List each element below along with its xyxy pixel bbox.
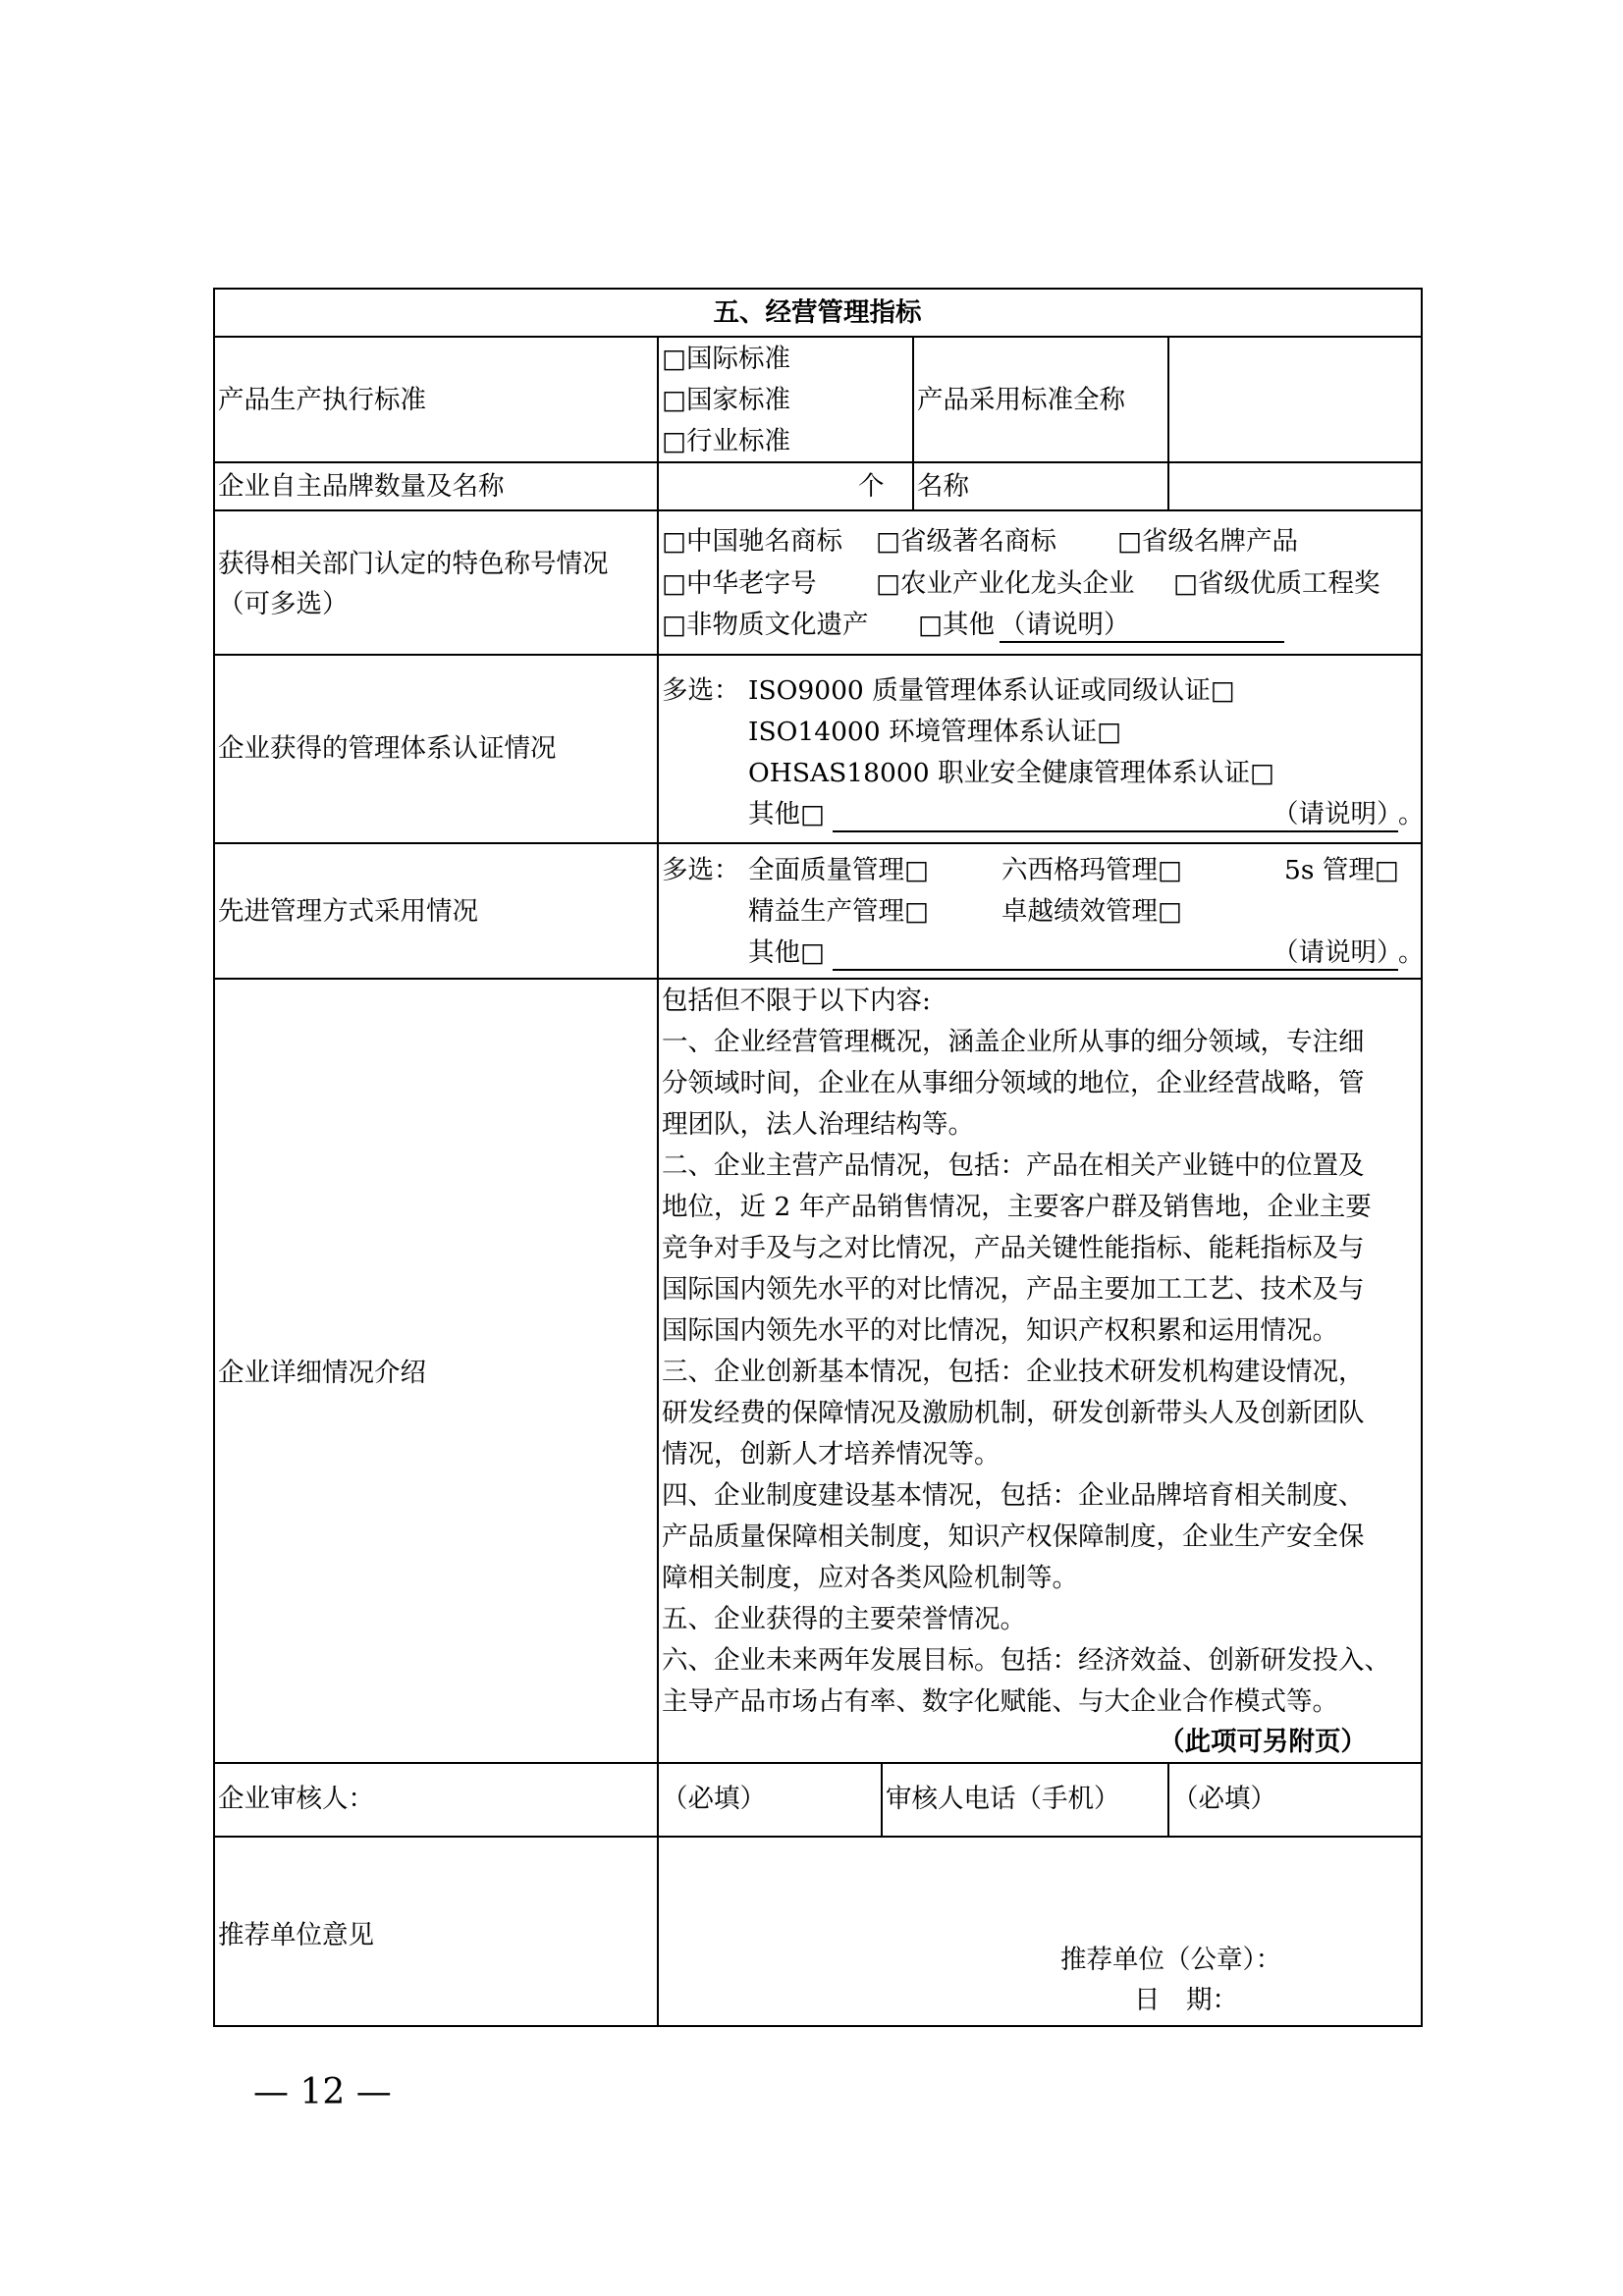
method-option-5s[interactable]: 5s 管理□ [1284, 855, 1399, 885]
standard-name-field[interactable] [1172, 386, 1416, 415]
detail-line: 理团队，法人治理结构等。 [662, 1109, 974, 1140]
brand-name-label: 名称 [917, 471, 969, 502]
methods-label: 先进管理方式采用情况 [218, 896, 478, 927]
detail-line: 竞争对手及与之对比情况，产品关键性能指标、能耗指标及与 [662, 1233, 1365, 1263]
detail-line: 地位，近 2 年产品销售情况，主要客户群及销售地，企业主要 [662, 1192, 1372, 1222]
method-option-lean[interactable]: 精益生产管理□ [748, 896, 930, 927]
certs-label: 企业获得的管理体系认证情况 [218, 733, 557, 764]
method-option-other[interactable]: 其他□ [748, 937, 826, 968]
detail-line: 主导产品市场占有率、数字化赋能、与大企业合作模式等。 [662, 1686, 1338, 1717]
methods-prefix: 多选： [662, 855, 740, 885]
title-option-time-honored[interactable]: □中华老字号 [662, 568, 817, 599]
cert-other-underline[interactable] [833, 830, 1398, 832]
certs-prefix: 多选： [662, 675, 740, 706]
detail-line: 研发经费的保障情况及激励机制，研发创新带头人及创新团队 [662, 1398, 1365, 1428]
detail-line: 一、企业经营管理概况，涵盖企业所从事的细分领域，专注细 [662, 1027, 1365, 1057]
titles-label-note: （可多选） [218, 589, 349, 619]
detail-line: 国际国内领先水平的对比情况，知识产权积累和运用情况。 [662, 1315, 1338, 1346]
detail-line: 五、企业获得的主要荣誉情况。 [662, 1604, 1026, 1634]
detail-line: 包括但不限于以下内容: [662, 986, 931, 1016]
detail-line: 国际国内领先水平的对比情况，产品主要加工工艺、技术及与 [662, 1274, 1365, 1305]
detail-line: 情况，创新人才培养情况等。 [662, 1439, 1001, 1469]
section-title: 五、经营管理指标 [713, 297, 922, 328]
recommend-date: 日 期： [1134, 1985, 1238, 2015]
method-option-tqm[interactable]: 全面质量管理□ [748, 855, 930, 885]
detail-line: 障相关制度，应对各类风险机制等。 [662, 1563, 1078, 1593]
standard-option-industry[interactable]: □行业标准 [662, 426, 791, 456]
title-option-other-note: （请说明） [1000, 610, 1130, 640]
cert-option-iso14000[interactable]: ISO14000 环境管理体系认证□ [748, 717, 1122, 747]
detail-line: 二、企业主营产品情况，包括：产品在相关产业链中的位置及 [662, 1150, 1365, 1181]
reviewer-field[interactable]: （必填） [662, 1784, 766, 1814]
method-option-six-sigma[interactable]: 六西格玛管理□ [1001, 855, 1183, 885]
method-period: 。 [1398, 937, 1425, 968]
reviewer-phone-field[interactable]: （必填） [1172, 1784, 1276, 1814]
cert-period: 。 [1398, 799, 1425, 829]
title-option-other[interactable]: □其他 [918, 610, 996, 640]
standard-name-label: 产品采用标准全称 [917, 385, 1125, 415]
cert-option-other[interactable]: 其他□ [748, 799, 826, 829]
title-option-quality-project[interactable]: □省级优质工程奖 [1173, 568, 1380, 599]
standard-label: 产品生产执行标准 [218, 385, 426, 415]
cert-other-note: （请说明） [1272, 799, 1403, 829]
title-option-famous-trademark[interactable]: □中国驰名商标 [662, 526, 843, 557]
detail-line: 六、企业未来两年发展目标。包括：经济效益、创新研发投入、 [662, 1645, 1390, 1676]
cert-option-ohsas18000[interactable]: OHSAS18000 职业安全健康管理体系认证□ [748, 758, 1275, 788]
recommend-opinion-area[interactable] [661, 1840, 1419, 1938]
titles-label: 获得相关部门认定的特色称号情况 [218, 549, 609, 579]
cert-option-iso9000[interactable]: ISO9000 质量管理体系认证或同级认证□ [748, 675, 1235, 706]
detail-line: 分领域时间，企业在从事细分领域的地位，企业经营战略，管 [662, 1068, 1365, 1098]
reviewer-label: 企业审核人： [218, 1784, 374, 1814]
recommend-label: 推荐单位意见 [218, 1920, 374, 1950]
brand-count-unit: 个 [858, 471, 885, 502]
detail-line: 四、企业制度建设基本情况，包括：企业品牌培育相关制度、 [662, 1480, 1365, 1511]
page-number: — 12 — [253, 2072, 392, 2112]
reviewer-phone-label: 审核人电话（手机） [886, 1784, 1120, 1814]
method-option-excellence[interactable]: 卓越绩效管理□ [1001, 896, 1183, 927]
detail-line: 三、企业创新基本情况，包括：企业技术研发机构建设情况， [662, 1357, 1365, 1387]
brand-name-field[interactable] [1172, 472, 1416, 502]
title-option-provincial-brand[interactable]: □省级名牌产品 [1117, 526, 1299, 557]
detail-label: 企业详细情况介绍 [218, 1358, 426, 1388]
method-other-note: （请说明） [1272, 937, 1403, 968]
title-other-underline[interactable] [1000, 641, 1284, 643]
method-other-underline[interactable] [833, 969, 1398, 971]
standard-option-national[interactable]: □国家标准 [662, 385, 791, 415]
title-option-agri-leader[interactable]: □农业产业化龙头企业 [876, 568, 1135, 599]
standard-option-international[interactable]: □国际标准 [662, 344, 791, 374]
recommend-seal: 推荐单位（公章）： [1060, 1945, 1282, 1975]
detail-attachment-note: （此项可另附页） [1159, 1727, 1367, 1757]
title-option-provincial-trademark[interactable]: □省级著名商标 [876, 526, 1057, 557]
brand-label: 企业自主品牌数量及名称 [218, 471, 505, 502]
detail-line: 产品质量保障相关制度，知识产权保障制度，企业生产安全保 [662, 1522, 1365, 1552]
title-option-intangible-heritage[interactable]: □非物质文化遗产 [662, 610, 869, 640]
